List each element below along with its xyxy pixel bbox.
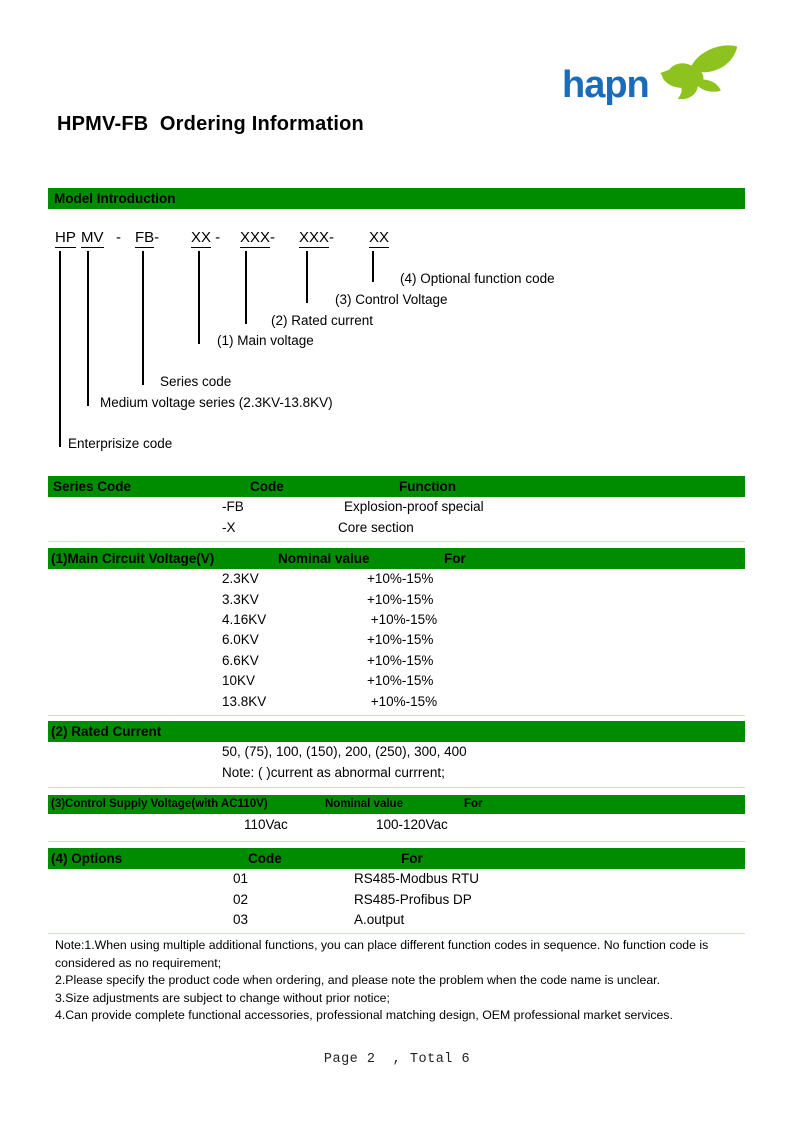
table-row bbox=[48, 653, 745, 673]
section-header-options bbox=[48, 848, 745, 869]
code-segment: MV bbox=[81, 229, 104, 246]
callout-line bbox=[245, 251, 247, 324]
tolerance-cell: +10%-15% bbox=[367, 612, 438, 627]
function-cell: Explosion-proof special bbox=[344, 499, 484, 514]
code-segment: XX bbox=[369, 229, 390, 246]
column-header-function: Function bbox=[399, 479, 456, 494]
code-cell: 02 bbox=[233, 892, 249, 907]
function-cell: Core section bbox=[338, 520, 414, 535]
section-separator bbox=[48, 787, 745, 788]
column-header-for: For bbox=[464, 798, 483, 810]
code-cell: 03 bbox=[233, 912, 249, 927]
table-row bbox=[48, 592, 745, 612]
callout-line bbox=[306, 251, 308, 303]
table-row bbox=[48, 499, 745, 519]
column-header-nominal: Nominal value bbox=[278, 551, 370, 566]
section-header-model-introduction bbox=[48, 188, 745, 209]
callout-line bbox=[142, 251, 144, 385]
tolerance-cell: +10%-15% bbox=[367, 571, 434, 586]
section-title: (1)Main Circuit Voltage(V) bbox=[51, 551, 215, 566]
table-row bbox=[48, 571, 745, 591]
section-title: Model Introduction bbox=[54, 191, 176, 206]
table-row bbox=[48, 744, 745, 764]
table-row bbox=[48, 765, 745, 785]
tolerance-cell: +10%-15% bbox=[367, 632, 434, 647]
voltage-cell: 10KV bbox=[222, 673, 256, 688]
section-title: (3)Control Supply Voltage(with AC110V) bbox=[51, 798, 268, 810]
voltage-cell: 3.3KV bbox=[222, 592, 259, 607]
code-segment: FB- bbox=[135, 229, 160, 246]
table-row bbox=[48, 612, 745, 632]
column-header-code: Code bbox=[248, 851, 282, 866]
code-segment: XXX- bbox=[240, 229, 276, 246]
note-line: 3.Size adjustments are subject to change without prior notice; bbox=[55, 990, 390, 1005]
logo bbox=[560, 40, 745, 114]
tolerance-cell: +10%-15% bbox=[367, 653, 434, 668]
column-header-for: For bbox=[444, 551, 466, 566]
code-segment: XX - bbox=[191, 229, 221, 246]
section-separator bbox=[48, 841, 745, 842]
section-header-series-code bbox=[48, 476, 745, 497]
table-row bbox=[48, 694, 745, 714]
code-cell: -X bbox=[222, 520, 236, 535]
column-header-for: For bbox=[401, 851, 423, 866]
section-header-rated-current bbox=[48, 721, 745, 742]
code-cell: 01 bbox=[233, 871, 249, 886]
voltage-cell: 13.8KV bbox=[222, 694, 267, 709]
note-line: 2.Please specify the product code when ordering, and please note the problem when the code name is unclear. bbox=[55, 973, 660, 987]
callout-label-optional-function: (4) Optional function code bbox=[400, 271, 555, 286]
table-row bbox=[48, 673, 745, 693]
note-line: 4.Can provide complete functional accessories, professional matching design, OEM professional market services. bbox=[55, 1008, 673, 1022]
voltage-cell: 6.6KV bbox=[222, 653, 259, 668]
function-cell: A.output bbox=[354, 912, 405, 927]
callout-label-medium-voltage: Medium voltage series (2.3KV-13.8KV) bbox=[100, 395, 333, 410]
voltage-cell: 110Vac bbox=[244, 817, 288, 832]
voltage-cell: 4.16KV bbox=[222, 612, 267, 627]
page-footer: Page 2 , Total 6 bbox=[323, 1052, 471, 1067]
column-header-nominal: Nominal value bbox=[325, 798, 403, 810]
code-segment: HP bbox=[55, 229, 76, 246]
logo-text: hapn bbox=[562, 64, 649, 106]
column-header-code: Code bbox=[250, 479, 284, 494]
footnotes bbox=[55, 937, 749, 1025]
callout-label-enterprisize: Enterprisize code bbox=[68, 436, 173, 451]
callout-label-main-voltage: (1) Main voltage bbox=[217, 333, 314, 348]
callout-line bbox=[59, 251, 61, 447]
callout-label-series-code: Series code bbox=[160, 374, 232, 389]
tolerance-cell: +10%-15% bbox=[367, 673, 434, 688]
table-row bbox=[48, 892, 745, 912]
callout-label-control-voltage: (3) Control Voltage bbox=[335, 292, 448, 307]
callout-line bbox=[372, 251, 374, 282]
callout-line bbox=[87, 251, 89, 406]
section-header-main-voltage bbox=[48, 548, 745, 569]
code-cell: -FB bbox=[222, 499, 244, 514]
range-cell: 100-120Vac bbox=[376, 817, 448, 832]
tolerance-cell: +10%-15% bbox=[367, 592, 434, 607]
callout-label-rated-current: (2) Rated current bbox=[271, 313, 374, 328]
tolerance-cell: +10%-15% bbox=[367, 694, 438, 709]
page-title: HPMV-FB Ordering Information bbox=[57, 113, 364, 135]
dove-icon bbox=[650, 42, 744, 108]
section-separator bbox=[48, 541, 745, 542]
table-row bbox=[48, 871, 745, 891]
section-title: (2) Rated Current bbox=[51, 724, 162, 739]
function-cell: RS485-Modbus RTU bbox=[354, 871, 480, 886]
code-segment: - bbox=[116, 229, 121, 246]
note-line: Note:1.When using multiple additional functions, you can place different function codes in sequence. No function code is considered as no requirement; bbox=[55, 938, 709, 970]
current-values: 50, (75), 100, (150), 200, (250), 300, 400 bbox=[222, 744, 467, 759]
table-row bbox=[48, 632, 745, 652]
table-row bbox=[48, 520, 745, 540]
callout-line bbox=[198, 251, 200, 344]
section-separator bbox=[48, 715, 745, 716]
section-title: Series Code bbox=[53, 479, 132, 494]
table-row bbox=[48, 817, 745, 837]
voltage-cell: 6.0KV bbox=[222, 632, 259, 647]
section-title: (4) Options bbox=[51, 851, 123, 866]
voltage-cell: 2.3KV bbox=[222, 571, 259, 586]
code-segment: XXX- bbox=[299, 229, 335, 246]
table-row bbox=[48, 912, 745, 932]
current-note: Note: ( )current as abnormal currrent; bbox=[222, 765, 445, 780]
section-header-control-voltage bbox=[48, 795, 745, 814]
function-cell: RS485-Profibus DP bbox=[354, 892, 472, 907]
section-separator bbox=[48, 933, 745, 934]
